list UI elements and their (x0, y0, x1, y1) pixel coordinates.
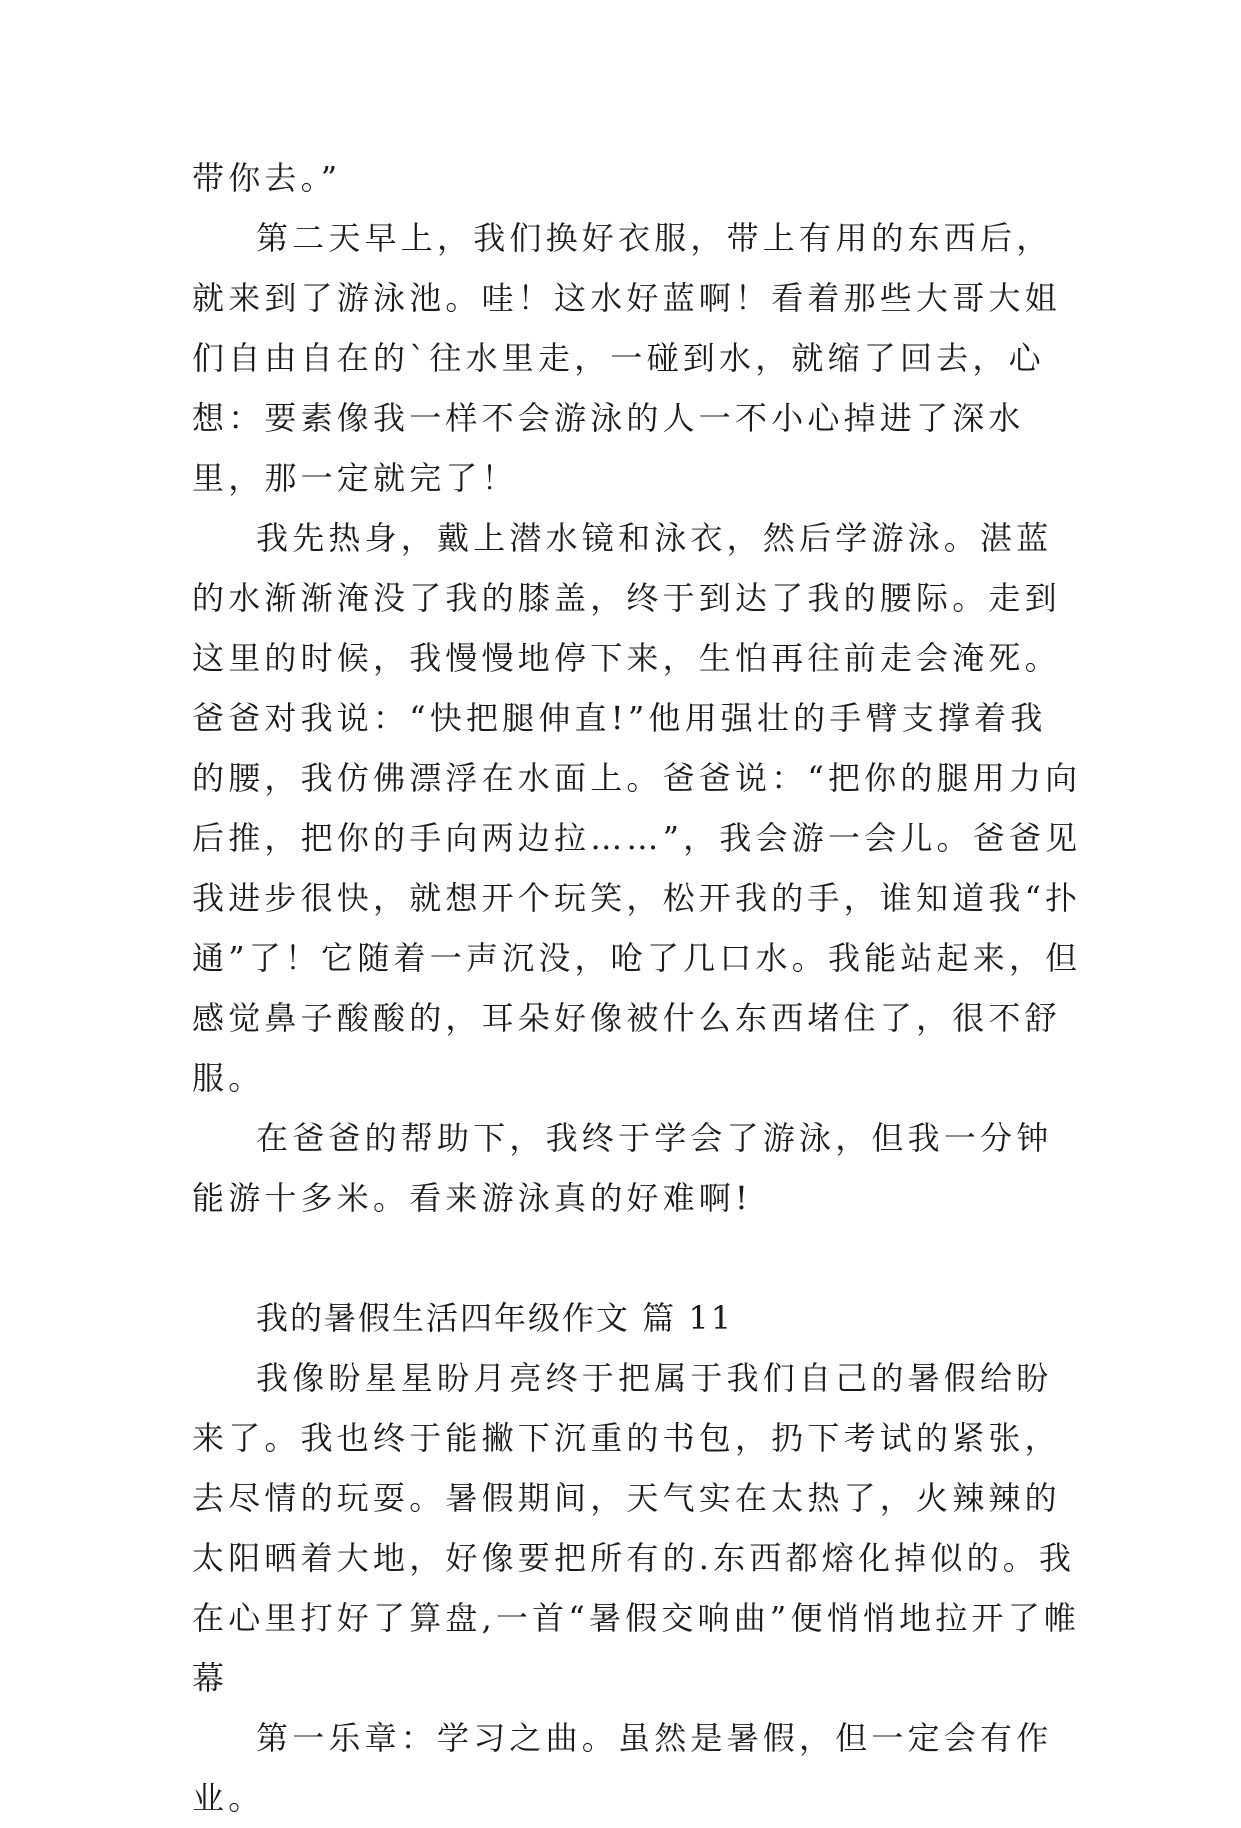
paragraph-first-movement: 第一乐章：学习之曲。虽然是暑假，但一定会有作业。 (192, 1719, 1053, 1817)
document-body (192, 148, 1082, 1828)
paragraph-summer-begins: 我像盼星星盼月亮终于把属于我们自己的暑假给盼来了。我也终于能撇下沉重的书包，扔下考试的紧张，去尽情的玩耍。暑假期间，天气实在太热了，火辣辣的太阳晒着大地，好像要把所有的.东西都熔化掉似的。我在心里打好了算盘,一首“暑假交响曲”便悄悄地拉开了帷幕 (192, 1359, 1081, 1697)
section-heading: 我的暑假生活四年级作文 篇 11 (256, 1299, 734, 1337)
paragraph-arrival-at-pool: 第二天早上，我们换好衣服，带上有用的东西后，就来到了游泳池。哇！这水好蓝啊！看着那些大哥大姐们自由自在的`往水里走，一碰到水，就缩了回去，心想：要素像我一样不会游泳的人一不小心掉进了深水里，那一定就完了！ (192, 219, 1061, 497)
paragraph-learned-swimming: 在爸爸的帮助下，我终于学会了游泳，但我一分钟能游十多米。看来游泳真的好难啊! (192, 1119, 1053, 1217)
paragraph-continuation: 带你去。” (192, 159, 342, 197)
paragraph-learning-to-swim: 我先热身，戴上潜水镜和泳衣，然后学游泳。湛蓝的水渐渐淹没了我的膝盖，终于到达了我的腰际。走到这里的时候，我慢慢地停下来，生怕再往前走会淹死。爸爸对我说：“快把腿伸直!”他用强壮的手臂支撑着我的腰，我仿佛漂浮在水面上。爸爸说：“把你的腿用力向后推，把你的手向两边拉……”，我会游一会儿。爸爸见我进步很快，就想开个玩笑，松开我的手，谁知道我“扑通”了！它随着一声沉没，呛了几口水。我能站起来，但感觉鼻子酸酸的，耳朵好像被什么东西堵住了，很不舒服。 (192, 519, 1082, 1097)
